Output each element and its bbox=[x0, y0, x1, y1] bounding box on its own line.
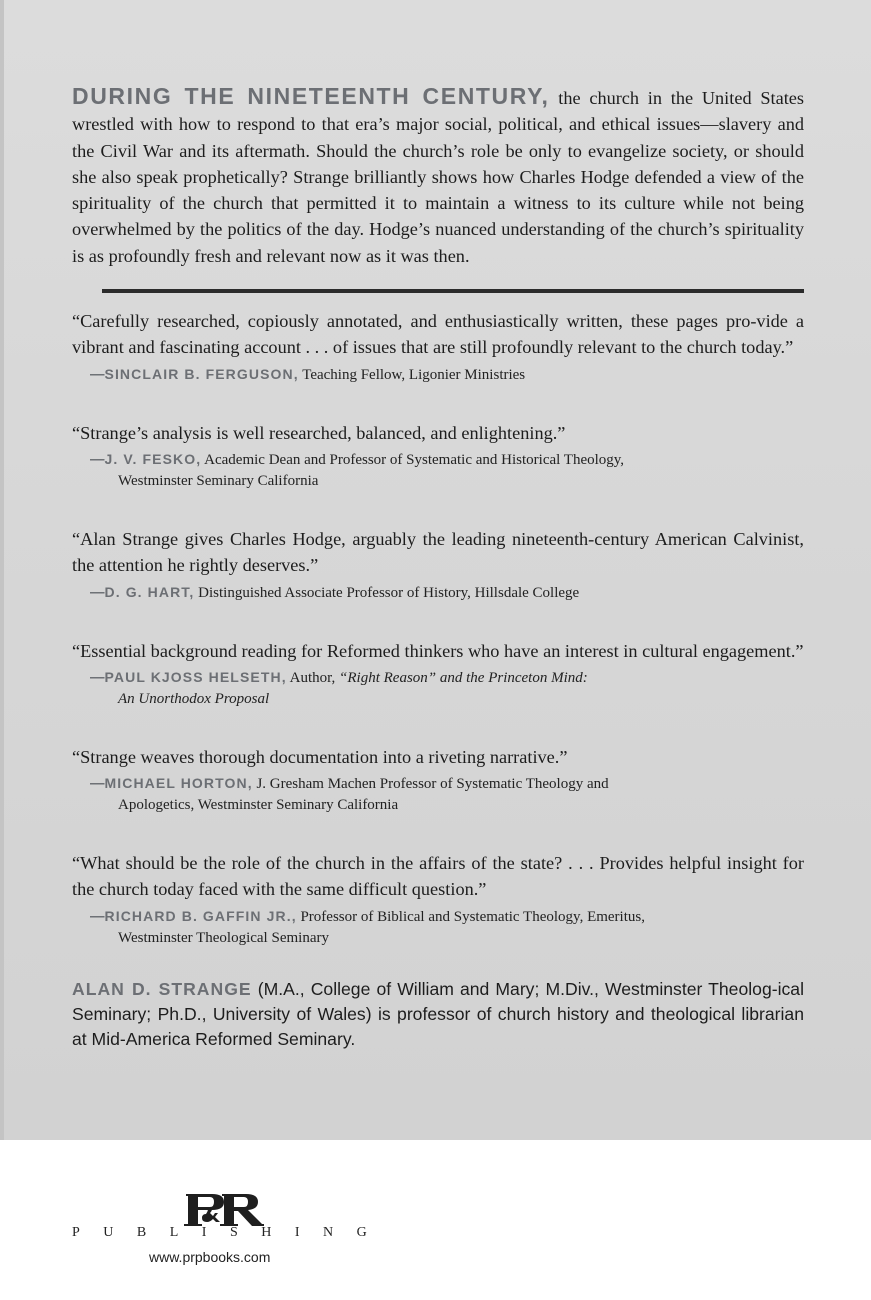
endorser-title: Author, bbox=[289, 669, 336, 686]
endorsement-quote: “Strange weaves thorough documentation into a riveting narrative.” bbox=[72, 746, 568, 767]
back-cover-content bbox=[72, 83, 804, 1052]
book-title: “Right Reason” and the Princeton Mind: bbox=[339, 669, 588, 686]
author-bio-text: (M.A., College of William and Mary; M.Div., Westminster Theolog-ical Seminary; Ph.D., University of Wales) is professor of church history and theological librarian at Mid-America Reformed Seminary. bbox=[72, 978, 804, 1049]
endorsement-attribution bbox=[90, 906, 804, 949]
endorsement bbox=[72, 744, 804, 816]
attribution-dash: — bbox=[90, 366, 105, 383]
endorsement bbox=[72, 526, 804, 604]
book-title-continued: An Unorthodox Proposal bbox=[118, 690, 270, 707]
endorsement-quote: “Alan Strange gives Charles Hodge, arguably the leading nineteenth-century American Calvinist, the attention he rightly deserves.” bbox=[72, 528, 804, 576]
endorser-title: Professor of Biblical and Systematic Theology, Emeritus, bbox=[300, 908, 645, 925]
endorser-title-continued: Apologetics, Westminster Seminary California bbox=[118, 797, 399, 814]
endorsement bbox=[72, 308, 804, 386]
endorsement-attribution bbox=[90, 773, 804, 816]
endorsement-attribution bbox=[90, 364, 804, 386]
intro-lead: DURING THE NINETEENTH CENTURY, bbox=[72, 83, 550, 109]
endorsement-attribution bbox=[90, 667, 804, 710]
endorsement-quote: “What should be the role of the church in the affairs of the state? . . . Provides helpful insight for the church today faced with the same difficult question.” bbox=[72, 853, 804, 900]
endorser-title: Academic Dean and Professor of Systematic and Historical Theology, bbox=[204, 451, 625, 468]
section-divider bbox=[102, 289, 804, 293]
intro-paragraph bbox=[72, 83, 804, 269]
attribution-dash: — bbox=[90, 908, 105, 925]
attribution-dash: — bbox=[90, 451, 105, 468]
attribution-dash: — bbox=[90, 584, 105, 601]
publisher-website: www.prpbooks.com bbox=[149, 1249, 271, 1265]
endorser-name: J. V. FESKO, bbox=[104, 450, 202, 467]
endorser-name: RICHARD B. GAFFIN JR., bbox=[104, 907, 297, 924]
author-name: ALAN D. STRANGE bbox=[72, 978, 252, 999]
attribution-dash: — bbox=[90, 776, 105, 793]
endorsement-quote: “Carefully researched, copiously annotated, and enthusiastically written, these pages pro-vide a vibrant and fascinating account . . . of issues that are still profoundly relevant to the church today.” bbox=[72, 311, 804, 358]
endorser-title: Distinguished Associate Professor of History, Hillsdale College bbox=[198, 584, 580, 601]
endorsement bbox=[72, 420, 804, 492]
endorser-title: Teaching Fellow, Ligonier Ministries bbox=[302, 366, 526, 383]
endorser-title-continued: Westminster Seminary California bbox=[118, 472, 319, 489]
endorsement-attribution bbox=[90, 449, 804, 492]
endorser-title: J. Gresham Machen Professor of Systematic Theology and bbox=[256, 776, 609, 793]
cover-edge bbox=[0, 0, 4, 1140]
endorser-name: MICHAEL HORTON, bbox=[104, 775, 253, 792]
endorser-name: SINCLAIR B. FERGUSON, bbox=[104, 365, 299, 382]
endorser-title-continued: Westminster Theological Seminary bbox=[118, 929, 329, 946]
endorser-name: PAUL KJOSS HELSETH, bbox=[104, 668, 287, 685]
publisher-wordmark: PUBLISHING bbox=[72, 1225, 391, 1240]
endorsement-quote: “Essential background reading for Reformed thinkers who have an interest in cultural engagement.” bbox=[72, 640, 804, 661]
pr-logo-icon bbox=[182, 1192, 264, 1228]
attribution-dash: — bbox=[90, 669, 105, 686]
endorsement bbox=[72, 850, 804, 949]
endorsement bbox=[72, 638, 804, 710]
author-bio bbox=[72, 977, 804, 1052]
endorser-name: D. G. HART, bbox=[104, 583, 195, 600]
endorsement-attribution bbox=[90, 582, 804, 604]
intro-text: the church in the United States wrestled with how to respond to that era’s major social, political, and ethical issues—slavery and the Civil War and its aftermath. Should the church’s role be only to evangelize society, or should she also speak prophetically? Strange brilliantly shows how Charles Hodge defended a view of the spirituality of the church that permitted it to maintain a witness to its culture while not being overwhelmed by the politics of the day. Hodge’s nuanced understanding of the church’s spirituality is as profoundly fresh and relevant now as it was then. bbox=[72, 88, 804, 266]
endorsement-quote: “Strange’s analysis is well researched, balanced, and enlightening.” bbox=[72, 422, 566, 443]
